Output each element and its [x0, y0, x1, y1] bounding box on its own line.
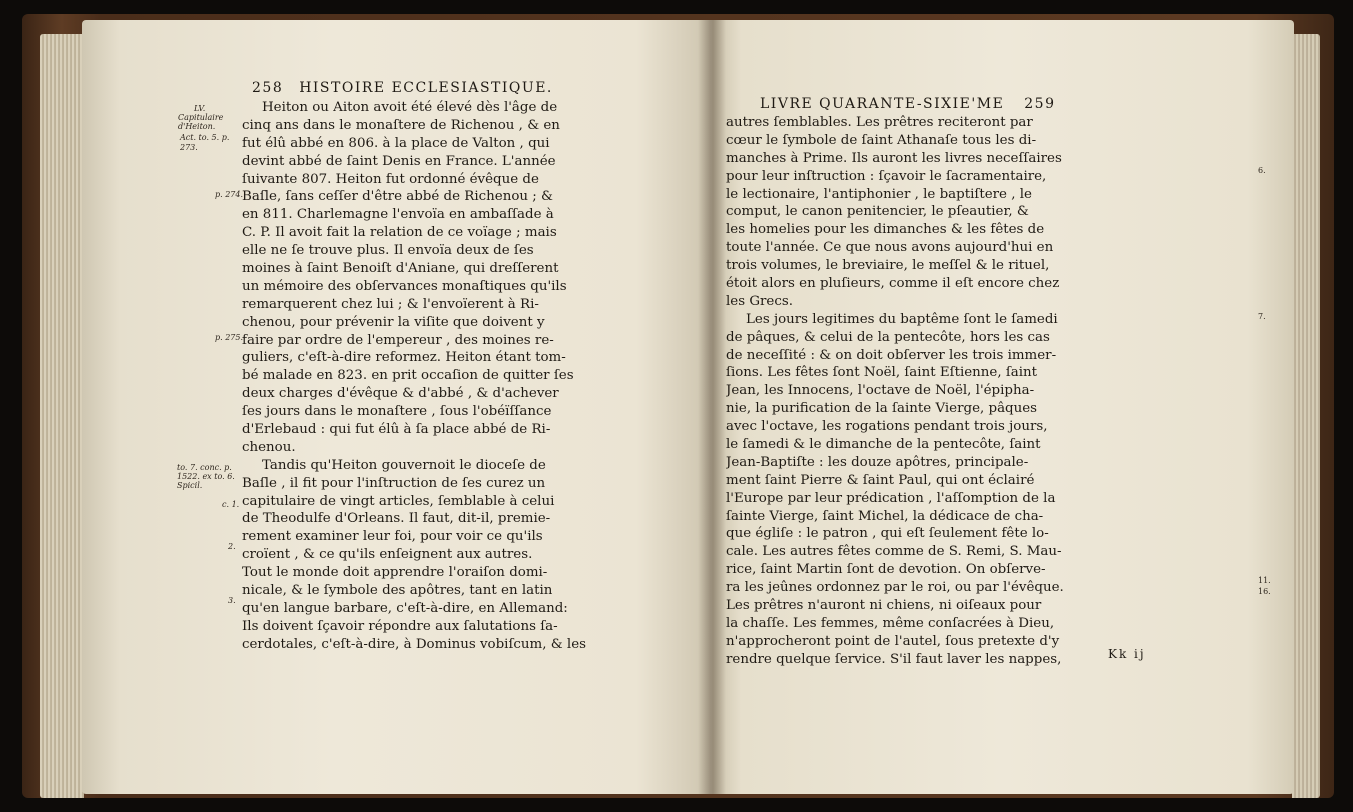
margin-note: Spicil.	[177, 481, 203, 490]
text-line: nicale, & le ſymbole des apôtres, tant en latin	[242, 583, 553, 599]
text-line: Tandis qu'Heiton gouvernoit le dioceſe de	[262, 457, 546, 473]
right-page-number: 259	[1024, 96, 1056, 112]
text-line: ra les jeûnes ordonnez par le roi, ou par l'évêque.	[726, 580, 1064, 596]
text-line: rement examiner leur foi, pour voir ce qu'ils	[242, 529, 543, 545]
text-line: Ils doivent ſçavoir répondre aux ſalutations ſa-	[242, 618, 558, 634]
left-page-edges	[40, 34, 84, 798]
text-line: ſions. Les fêtes ſont Noël, ſaint Eſtienne, ſaint	[726, 365, 1038, 381]
text-line: le ſamedi & le dimanche de la pentecôte, ſaint	[726, 437, 1041, 453]
text-line: trois volumes, le breviaire, le meſſel & le rituel,	[726, 258, 1050, 274]
margin-note: 273.	[180, 143, 198, 152]
text-line: cinq ans dans le monaſtere de Richenou , & en	[242, 117, 560, 133]
text-line: deux charges d'évêque & d'abbé , & d'achever	[242, 386, 559, 402]
right-running-header	[760, 96, 1065, 112]
text-line: que égliſe : le patron , qui eſt ſeulement fête lo-	[726, 526, 1049, 542]
text-line: qu'en langue barbare, c'eſt-à-dire, en Allemand:	[242, 600, 568, 616]
text-line: les homelies pour les dimanches & les fêtes de	[726, 222, 1045, 238]
text-line: comput, le canon penitencier, le pſeautier, &	[726, 204, 1029, 220]
margin-note: 16.	[1258, 587, 1271, 596]
margin-note: 6.	[1258, 166, 1266, 175]
signature-mark: Kk ij	[1108, 647, 1146, 661]
text-line: la chaſſe. Les femmes, même conſacrées à Dieu,	[726, 615, 1055, 631]
text-line: toute l'année. Ce que nous avons aujourd'hui en	[726, 240, 1054, 256]
margin-note: Capitulaire	[178, 113, 224, 122]
margin-note: p. 275.	[215, 333, 244, 342]
text-line: chenou.	[242, 439, 296, 455]
text-line: fut élû abbé en 806. à la place de Valton , qui	[242, 135, 550, 151]
margin-note: p. 274.	[215, 190, 244, 199]
margin-note: c. 1.	[222, 500, 240, 509]
text-line: elle ne ſe trouve plus. Il envoïa deux de ſes	[242, 243, 534, 259]
text-line: manches à Prime. Ils auront les livres neceſſaires	[726, 150, 1062, 166]
right-page	[712, 20, 1294, 794]
margin-note: LV.	[194, 104, 206, 113]
text-line: autres ſemblables. Les prêtres reciteront par	[726, 115, 1033, 130]
left-page-number: 258	[252, 80, 284, 96]
text-line: de Theodulfe d'Orleans. Il faut, dit-il, premie-	[242, 511, 551, 527]
text-line: un mémoire des obſervances monaſtiques qu'ils	[242, 278, 567, 294]
text-line: étoit alors en pluſieurs, comme il eſt encore chez	[726, 276, 1060, 292]
right-body-text	[726, 114, 1196, 669]
text-line: faire par ordre de l'empereur , des moines re-	[242, 332, 554, 348]
margin-note: Act. to. 5. p.	[180, 133, 230, 142]
text-line: ſes jours dans le monaſtere , ſous l'obéïſſance	[242, 404, 552, 420]
book-gutter	[698, 20, 726, 794]
text-line: guliers, c'eſt-à-dire reformez. Heiton étant tom-	[242, 350, 566, 366]
left-running-title: HISTOIRE ECCLESIASTIQUE.	[299, 80, 553, 96]
text-line: de neceſſité : & on doit obſerver les trois immer-	[726, 347, 1057, 363]
text-line: chenou, pour prévenir la viſite que doivent y	[242, 314, 545, 330]
text-line: l'Europe par leur prédication , l'aſſomption de la	[726, 490, 1056, 506]
left-page	[82, 20, 712, 794]
text-line: ment ſaint Pierre & ſaint Paul, qui ont éclairé	[726, 472, 1035, 488]
margin-note: 7.	[1258, 312, 1266, 321]
text-line: Tout le monde doit apprendre l'oraiſon domi-	[242, 565, 548, 581]
margin-note: d'Heiton.	[178, 122, 216, 131]
text-line: Jean, les Innocens, l'octave de Noël, l'épipha-	[726, 383, 1035, 399]
text-line: capitulaire de vingt articles, ſemblable à celui	[242, 493, 555, 509]
text-line: Les prêtres n'auront ni chiens, ni oiſeaux pour	[726, 598, 1042, 614]
margin-note: 11.	[1258, 576, 1271, 585]
book-spread	[22, 14, 1334, 798]
text-line: Les jours legitimes du baptême ſont le ſamedi	[746, 311, 1058, 327]
text-line: bé malade en 823. en prit occaſion de quitter ſes	[242, 368, 574, 384]
margin-note: 1522. ex to. 6.	[177, 472, 235, 481]
margin-note: to. 7. conc. p.	[177, 463, 232, 472]
right-running-title: LIVRE QUARANTE-SIXIE'ME	[760, 96, 1005, 112]
text-line: croïent , & ce qu'ils enſeignent aux autres.	[242, 547, 533, 563]
text-line: nie, la purification de la ſainte Vierge, pâques	[726, 401, 1038, 417]
text-line: pour leur inſtruction : ſçavoir le ſacramentaire,	[726, 168, 1047, 184]
left-running-header	[252, 80, 553, 96]
margin-note: 3.	[228, 596, 236, 605]
text-line: d'Erlebaud : qui fut élû à ſa place abbé de Ri-	[242, 422, 551, 438]
text-line: moines à ſaint Benoiſt d'Aniane, qui dreſſerent	[242, 261, 559, 277]
text-line: avec l'octave, les rogations pendant trois jours,	[726, 419, 1048, 435]
text-line: le lectionaire, l'antiphonier , le baptiſtere , le	[726, 186, 1032, 202]
text-line: rendre quelque ſervice. S'il faut laver les nappes,	[726, 651, 1062, 667]
right-page-edges	[1292, 34, 1320, 798]
text-line: ſainte Vierge, ſaint Michel, la dédicace de cha-	[726, 508, 1044, 524]
text-line: devint abbé de ſaint Denis en France. L'année	[242, 153, 556, 169]
text-line: en 811. Charlemagne l'envoïa en ambaſſade à	[242, 207, 554, 223]
text-line: Jean-Baptiſte : les douze apôtres, principale-	[726, 454, 1029, 470]
text-line: rice, ſaint Martin ſont de devotion. On obſerve-	[726, 562, 1046, 578]
text-line: les Grecs.	[726, 293, 793, 309]
text-line: Baſle, ſans ceſſer d'être abbé de Richenou ; &	[242, 189, 553, 205]
text-line: de pâques, & celui de la pentecôte, hors les cas	[726, 329, 1050, 345]
margin-note: 2.	[228, 542, 236, 551]
text-line: cerdotales, c'eſt-à-dire, à Dominus vobiſcum, & les	[242, 636, 587, 652]
left-body-text	[242, 99, 697, 654]
text-line: cale. Les autres fêtes comme de S. Remi, S. Mau-	[726, 544, 1062, 560]
text-line: ſuivante 807. Heiton fut ordonné évêque de	[242, 171, 539, 187]
text-line: Baſle , il fit pour l'inſtruction de ſes curez un	[242, 475, 546, 491]
text-line: Heiton ou Aiton avoit été élevé dès l'âge de	[262, 100, 558, 115]
text-line: cœur le ſymbole de ſaint Athanaſe tous les di-	[726, 132, 1037, 148]
text-line: n'approcheront point de l'autel, ſous pretexte d'y	[726, 633, 1060, 649]
text-line: remarquerent chez lui ; & l'envoïerent à Ri-	[242, 296, 539, 312]
text-line: C. P. Il avoit fait la relation de ce voïage ; mais	[242, 225, 557, 241]
